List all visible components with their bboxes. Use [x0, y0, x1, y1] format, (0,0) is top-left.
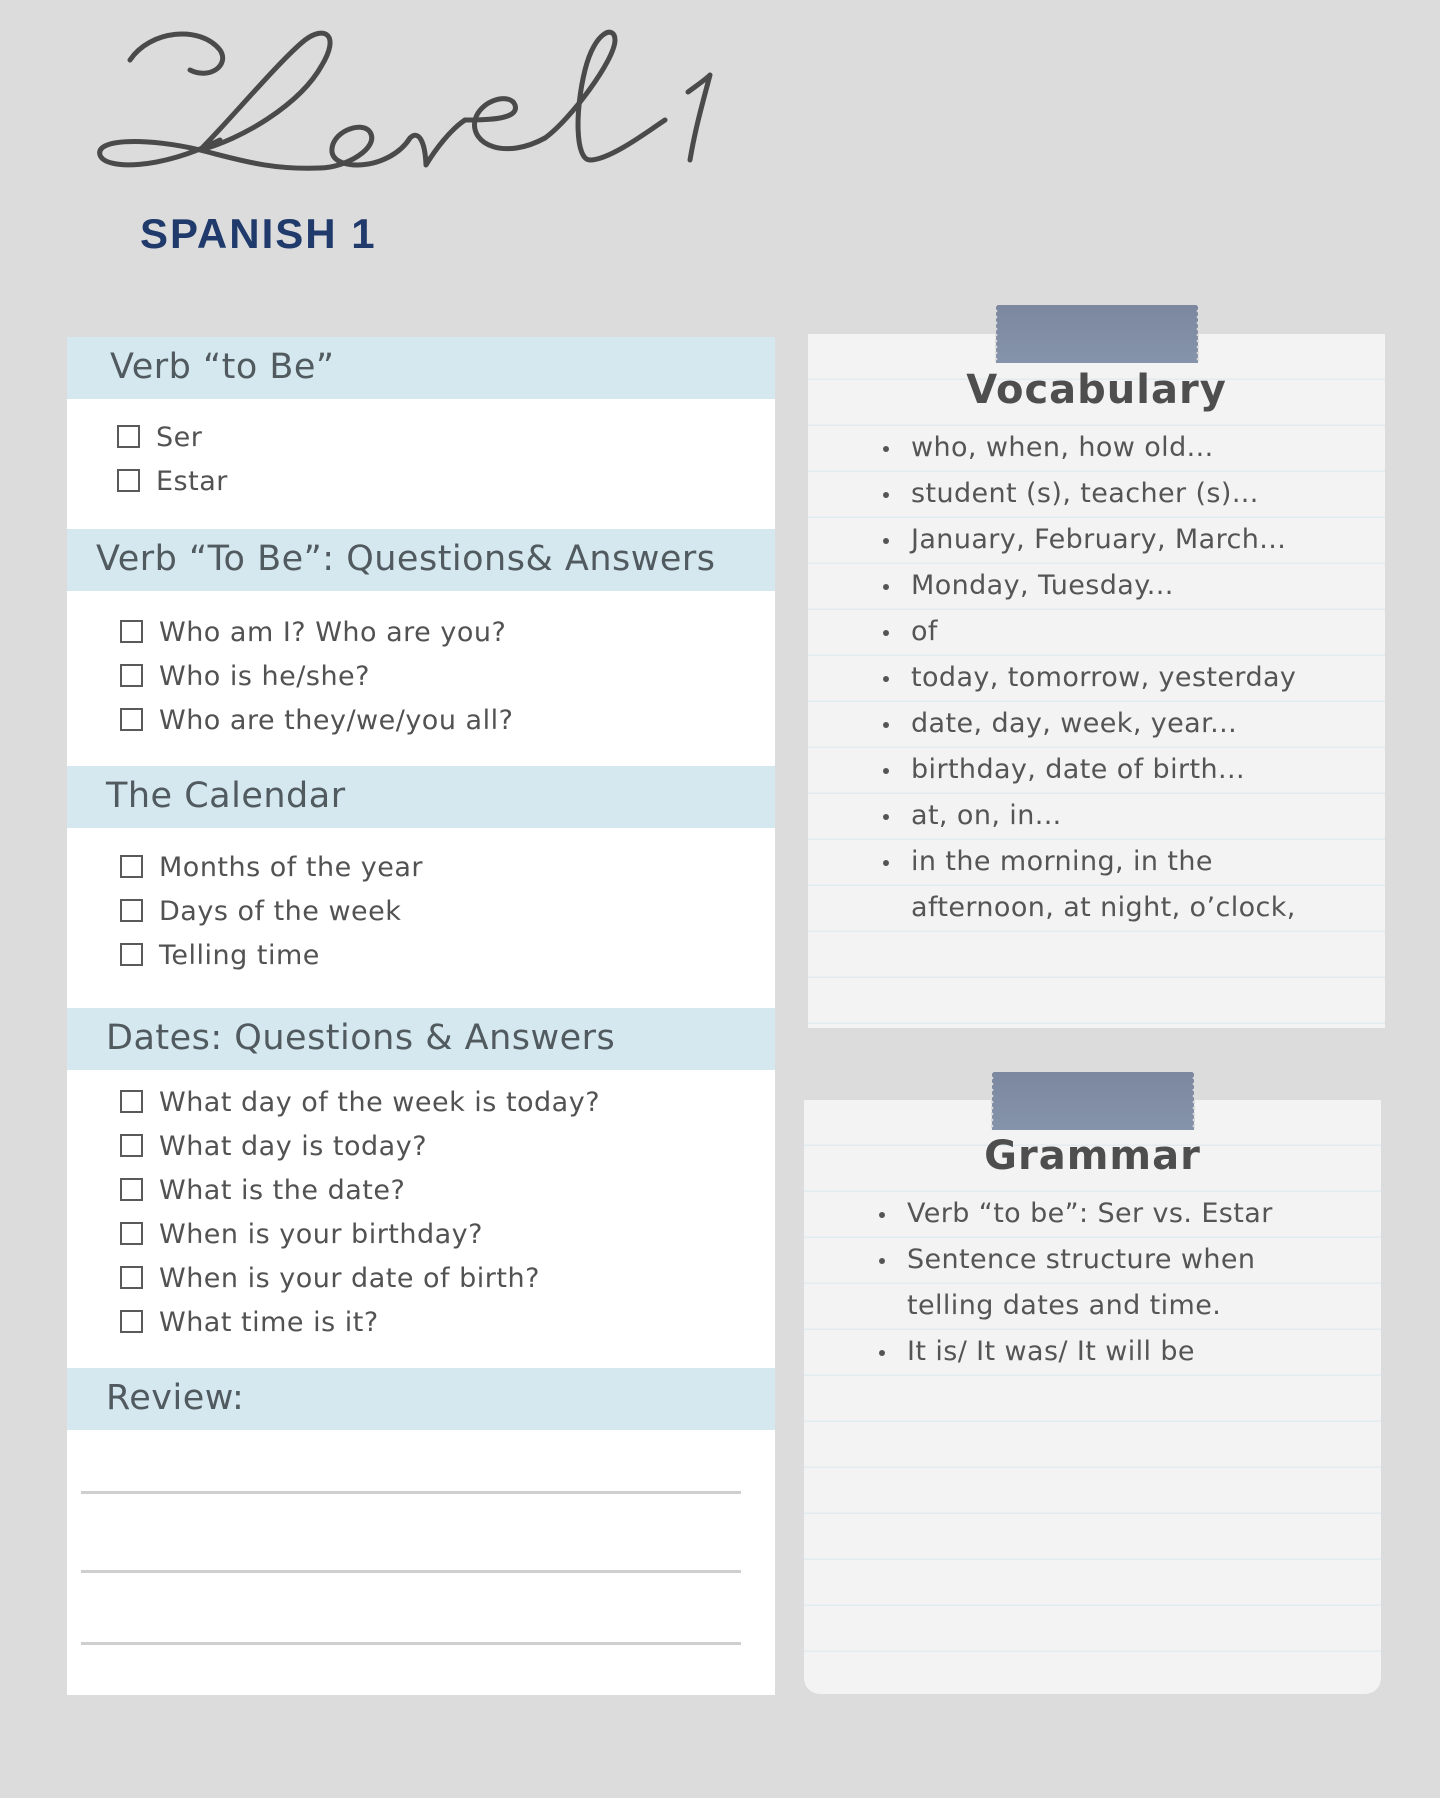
check-item-label: When is your birthday? [159, 1219, 483, 1250]
review-writing-line[interactable] [81, 1491, 741, 1494]
check-item-label: Days of the week [159, 896, 402, 927]
check-item-label: Who am I? Who are you? [159, 617, 507, 648]
section-header-calendar [67, 766, 775, 828]
checkbox-icon[interactable] [117, 469, 140, 492]
check-item-ser[interactable] [117, 422, 202, 453]
check-item-time[interactable] [120, 1307, 379, 1338]
checkbox-icon[interactable] [120, 943, 143, 966]
section-title: Verb “To Be”: Questions& Answers [96, 539, 716, 579]
list-item: January, February, March... [883, 517, 1323, 563]
check-item-days[interactable] [120, 896, 401, 927]
section-title: The Calendar [106, 776, 346, 816]
tape-decoration [992, 1072, 1194, 1130]
checkbox-icon[interactable] [120, 1310, 143, 1333]
check-item-label: Ser [156, 422, 203, 453]
check-item-label: Months of the year [159, 852, 424, 883]
check-item-telling-time[interactable] [120, 940, 320, 971]
tape-decoration [996, 305, 1198, 363]
checkbox-icon[interactable] [120, 1178, 143, 1201]
check-item-date-of-birth[interactable] [120, 1263, 540, 1294]
review-writing-line[interactable] [81, 1642, 741, 1645]
checkbox-icon[interactable] [120, 1090, 143, 1113]
section-header-dates [67, 1008, 775, 1070]
grammar-note [804, 1100, 1381, 1694]
list-item: today, tomorrow, yesterday [883, 655, 1323, 701]
check-item-label: Telling time [159, 940, 320, 971]
grammar-title: Grammar [984, 1133, 1201, 1179]
checkbox-icon[interactable] [120, 620, 143, 643]
checkbox-icon[interactable] [120, 855, 143, 878]
checkbox-icon[interactable] [120, 1222, 143, 1245]
subtitle: SPANISH 1 [140, 210, 377, 257]
review-writing-line[interactable] [81, 1570, 741, 1573]
section-title: Review: [106, 1378, 245, 1418]
list-item: Verb “to be”: Ser vs. Estar [879, 1191, 1279, 1237]
check-item-who-is[interactable] [120, 661, 370, 692]
vocabulary-list [883, 425, 1323, 931]
check-item-label: Estar [156, 466, 228, 497]
check-item-label: Who is he/she? [159, 661, 371, 692]
section-header-review [67, 1368, 775, 1430]
list-item: of [883, 609, 1323, 655]
checkbox-icon[interactable] [120, 708, 143, 731]
check-item-who-are[interactable] [120, 705, 513, 736]
check-item-label: When is your date of birth? [159, 1263, 540, 1294]
check-item-who-am-i[interactable] [120, 617, 506, 648]
section-header-verb-to-be [67, 337, 775, 399]
section-title: Verb “to Be” [110, 347, 335, 387]
vocabulary-note [808, 334, 1385, 1028]
list-item: date, day, week, year... [883, 701, 1323, 747]
section-title: Dates: Questions & Answers [106, 1018, 616, 1058]
list-item: who, when, how old... [883, 425, 1323, 471]
list-item: student (s), teacher (s)... [883, 471, 1323, 517]
list-item: birthday, date of birth... [883, 747, 1323, 793]
list-item: Monday, Tuesday... [883, 563, 1323, 609]
vocabulary-title: Vocabulary [966, 367, 1227, 413]
checklist-panel [67, 337, 775, 1695]
checkbox-icon[interactable] [120, 664, 143, 687]
section-header-questions-answers [67, 529, 775, 591]
checkbox-icon[interactable] [120, 1266, 143, 1289]
check-item-what-day[interactable] [120, 1131, 427, 1162]
list-item: Sentence structure when telling dates and time. [879, 1237, 1279, 1329]
check-item-label: What time is it? [159, 1307, 379, 1338]
list-item: in the morning, in the afternoon, at night, o’clock, [883, 839, 1323, 931]
checkbox-icon[interactable] [120, 899, 143, 922]
check-item-date[interactable] [120, 1175, 405, 1206]
check-item-birthday[interactable] [120, 1219, 483, 1250]
check-item-label: Who are they/we/you all? [159, 705, 514, 736]
check-item-months[interactable] [120, 852, 423, 883]
check-item-label: What is the date? [159, 1175, 406, 1206]
level-1-script-title [90, 20, 740, 190]
grammar-list [879, 1191, 1279, 1375]
list-item: at, on, in... [883, 793, 1323, 839]
checkbox-icon[interactable] [120, 1134, 143, 1157]
check-item-day-of-week[interactable] [120, 1087, 600, 1118]
check-item-label: What day is today? [159, 1131, 428, 1162]
checkbox-icon[interactable] [117, 425, 140, 448]
list-item: It is/ It was/ It will be [879, 1329, 1279, 1375]
check-item-label: What day of the week is today? [159, 1087, 601, 1118]
check-item-estar[interactable] [117, 466, 228, 497]
